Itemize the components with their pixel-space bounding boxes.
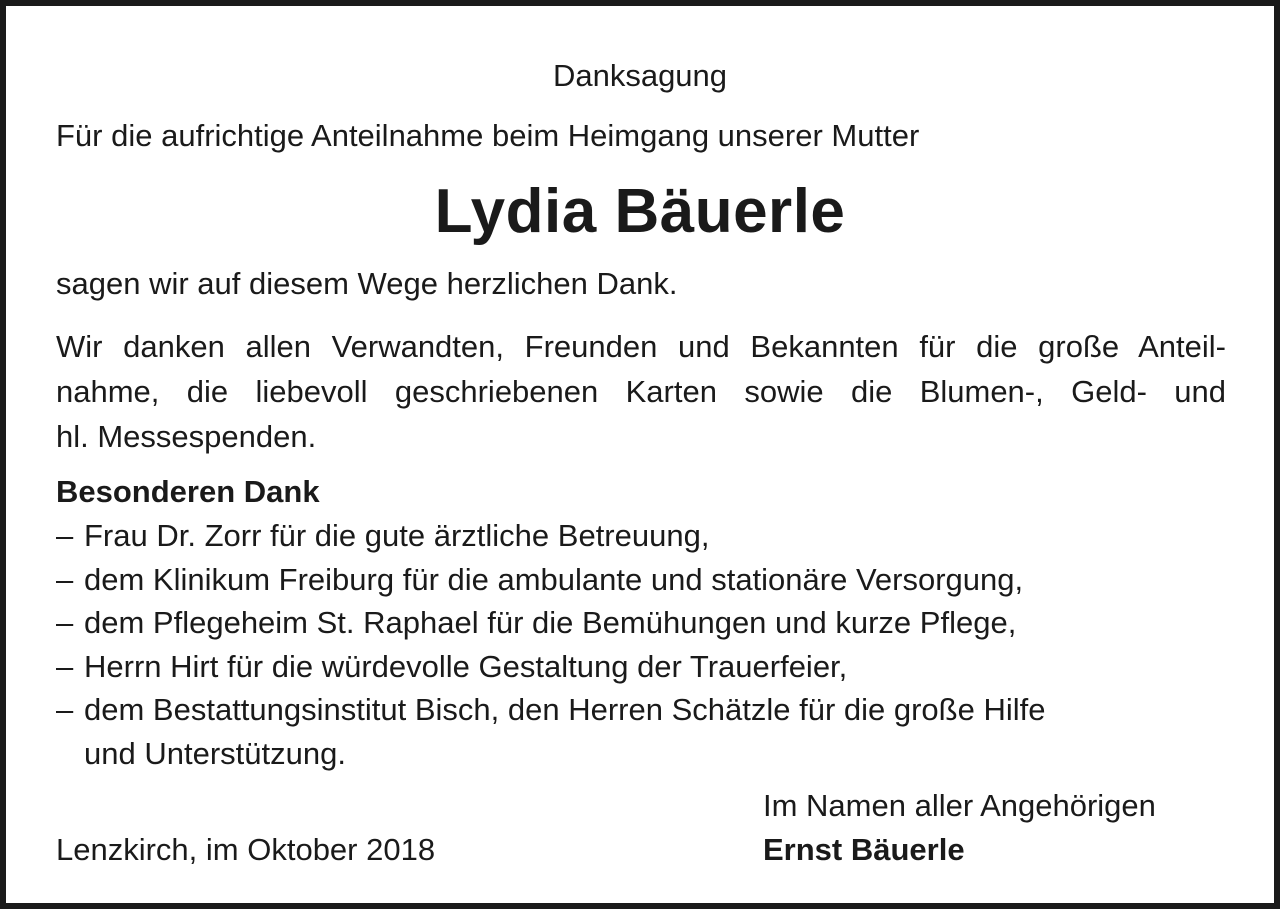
list-item <box>56 514 1045 558</box>
place-date: Lenzkirch, im Oktober 2018 <box>56 832 436 867</box>
list-item-text: Frau Dr. Zorr für die gute ärztliche Betreuung, <box>84 518 710 553</box>
list-item <box>56 601 1045 645</box>
dash-marker: – <box>56 648 74 684</box>
list-item-text: dem Klinikum Freiburg für die ambulante und stationäre Versorgung, <box>84 561 1024 597</box>
paragraph-line: hl. Messespenden. <box>56 419 317 454</box>
intro-line: Für die aufrichtige Anteilnahme beim Heimgang unserer Mutter <box>56 118 920 153</box>
gratitude-paragraph <box>56 324 1226 459</box>
list-item-continuation <box>56 732 1045 776</box>
signature-name: Ernst Bäuerle <box>763 832 965 867</box>
list-item <box>56 645 1045 689</box>
dash-marker: – <box>56 605 74 640</box>
special-thanks-title: Besonderen Dank <box>56 474 320 509</box>
special-thanks-list <box>56 514 1045 775</box>
signature-label: Im Namen aller Angehörigen <box>763 788 1156 823</box>
paragraph-line: Wir danken allen Verwandten, Freunden und Bekannten für die große Anteil- <box>56 329 1226 364</box>
paragraph-line: nahme, die liebevoll geschriebenen Karten sowie die Blumen-, Geld- und <box>56 374 1226 409</box>
list-item-text: Herrn Hirt für die würdevolle Gestaltung der Trauerfeier, <box>84 648 848 684</box>
dash-marker: – <box>56 692 74 727</box>
list-item-text: dem Pflegeheim St. Raphael für die Bemühungen und kurze Pflege, <box>84 605 1017 640</box>
dash-marker: – <box>56 561 74 597</box>
thanks-line: sagen wir auf diesem Wege herzlichen Dank. <box>56 266 678 301</box>
list-item-text: dem Bestattungsinstitut Bisch, den Herren Schätzle für die große Hilfe <box>84 692 1046 727</box>
list-item <box>56 558 1045 602</box>
list-item-text: und Unterstützung. <box>84 735 346 771</box>
deceased-name: Lydia Bäuerle <box>434 177 846 246</box>
list-item <box>56 688 1045 732</box>
notice-heading: Danksagung <box>552 58 728 93</box>
dash-marker: – <box>56 518 74 553</box>
